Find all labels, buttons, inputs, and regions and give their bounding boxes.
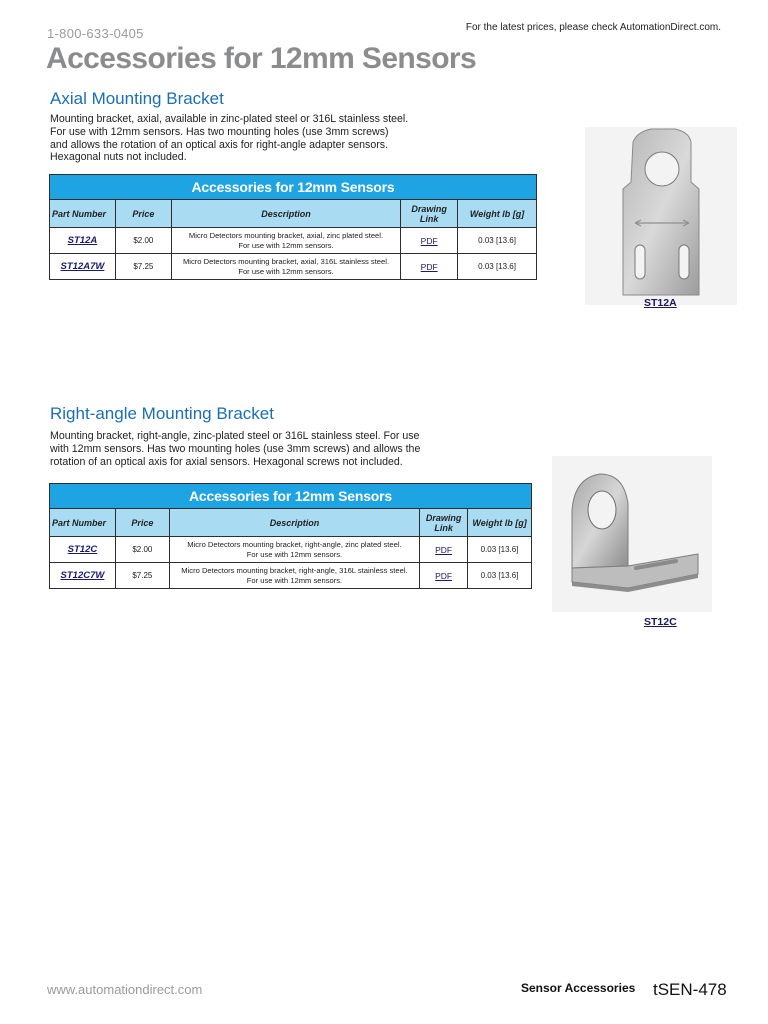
part-number-link[interactable]: ST12A7W <box>60 261 105 272</box>
right-angle-desc-line: rotation of an optical axis for axial sensors. Hexagonal screws not included. <box>50 455 403 468</box>
price-cell: $2.00 <box>115 537 169 563</box>
header-description: Description <box>169 509 419 537</box>
st12a-product-image <box>585 127 737 305</box>
description-cell: Micro Detectors mounting bracket, axial, zinc plated steel. For use with 12mm sensors. <box>171 228 400 254</box>
table-row <box>50 563 532 589</box>
page-title: Accessories for 12mm Sensors <box>46 42 477 75</box>
axial-desc-line: Mounting bracket, axial, available in zinc-plated steel or 316L stainless steel. <box>50 113 409 125</box>
price-cell: $2.00 <box>115 228 171 254</box>
header-description: Description <box>171 200 400 228</box>
footer-section-name: Sensor Accessories <box>521 981 636 995</box>
table-row <box>50 254 537 280</box>
header-weight: Weight lb [g] <box>458 200 537 228</box>
right-angle-accessories-table <box>49 483 532 589</box>
axial-accessories-table <box>49 174 537 280</box>
description-cell: Micro Detectors mounting bracket, right-angle, zinc plated steel. For use with 12mm sensors. <box>169 537 419 563</box>
header-drawing-link: Drawing Link <box>420 509 468 537</box>
st12a-image-caption[interactable]: ST12A <box>644 297 677 309</box>
axial-section-title: Axial Mounting Bracket <box>50 89 224 108</box>
table-caption: Accessories for 12mm Sensors <box>50 484 532 509</box>
pdf-link[interactable]: PDF <box>420 261 438 272</box>
table-row <box>50 537 532 563</box>
part-number-link[interactable]: ST12A <box>67 235 98 246</box>
st12c-product-image <box>552 456 712 612</box>
price-cell: $7.25 <box>115 563 169 589</box>
weight-cell: 0.03 [13.6] <box>458 228 537 254</box>
pdf-link[interactable]: PDF <box>435 570 453 581</box>
weight-cell: 0.03 [13.6] <box>458 254 537 280</box>
header-drawing-link: Drawing Link <box>401 200 458 228</box>
axial-desc-line: For use with 12mm sensors. Has two mounting holes (use 3mm screws) <box>50 125 389 138</box>
footer-page-number: tSEN-478 <box>653 980 727 999</box>
header-weight: Weight lb [g] <box>468 509 532 537</box>
axial-desc-line: and allows the rotation of an optical axis for right-angle adapter sensors. <box>50 138 389 151</box>
description-cell: Micro Detectors mounting bracket, right-angle, 316L stainless steel. For use with 12mm sensors. <box>169 563 419 589</box>
part-number-link[interactable]: ST12C7W <box>60 570 105 581</box>
right-angle-description <box>50 430 420 468</box>
latest-prices-note: For the latest prices, please check AutomationDirect.com. <box>465 22 721 33</box>
axial-description <box>50 113 408 164</box>
right-angle-desc-line: with 12mm sensors. Has two mounting holes (use 3mm screws) and allows the <box>50 442 421 455</box>
table-caption: Accessories for 12mm Sensors <box>50 175 537 200</box>
pdf-link[interactable]: PDF <box>420 235 438 246</box>
header-price: Price <box>115 509 169 537</box>
weight-cell: 0.03 [13.6] <box>468 537 532 563</box>
st12c-image-caption[interactable]: ST12C <box>644 616 677 628</box>
description-cell: Micro Detectors mounting bracket, axial, 316L stainless steel. For use with 12mm sensors. <box>171 254 400 280</box>
right-angle-section-title: Right-angle Mounting Bracket <box>50 404 274 423</box>
axial-desc-line: Hexagonal nuts not included. <box>50 151 187 164</box>
right-angle-desc-line: Mounting bracket, right-angle, zinc-plated steel or 316L stainless steel. For use <box>50 430 420 442</box>
header-part-number: Part Number <box>50 200 116 228</box>
header-price: Price <box>115 200 171 228</box>
pdf-link[interactable]: PDF <box>435 544 453 555</box>
header-part-number: Part Number <box>50 509 116 537</box>
price-cell: $7.25 <box>115 254 171 280</box>
table-row <box>50 228 537 254</box>
phone-number: 1-800-633-0405 <box>47 26 144 41</box>
part-number-link[interactable]: ST12C <box>67 544 98 555</box>
weight-cell: 0.03 [13.6] <box>468 563 532 589</box>
footer-website-link[interactable]: www.automationdirect.com <box>47 982 203 997</box>
